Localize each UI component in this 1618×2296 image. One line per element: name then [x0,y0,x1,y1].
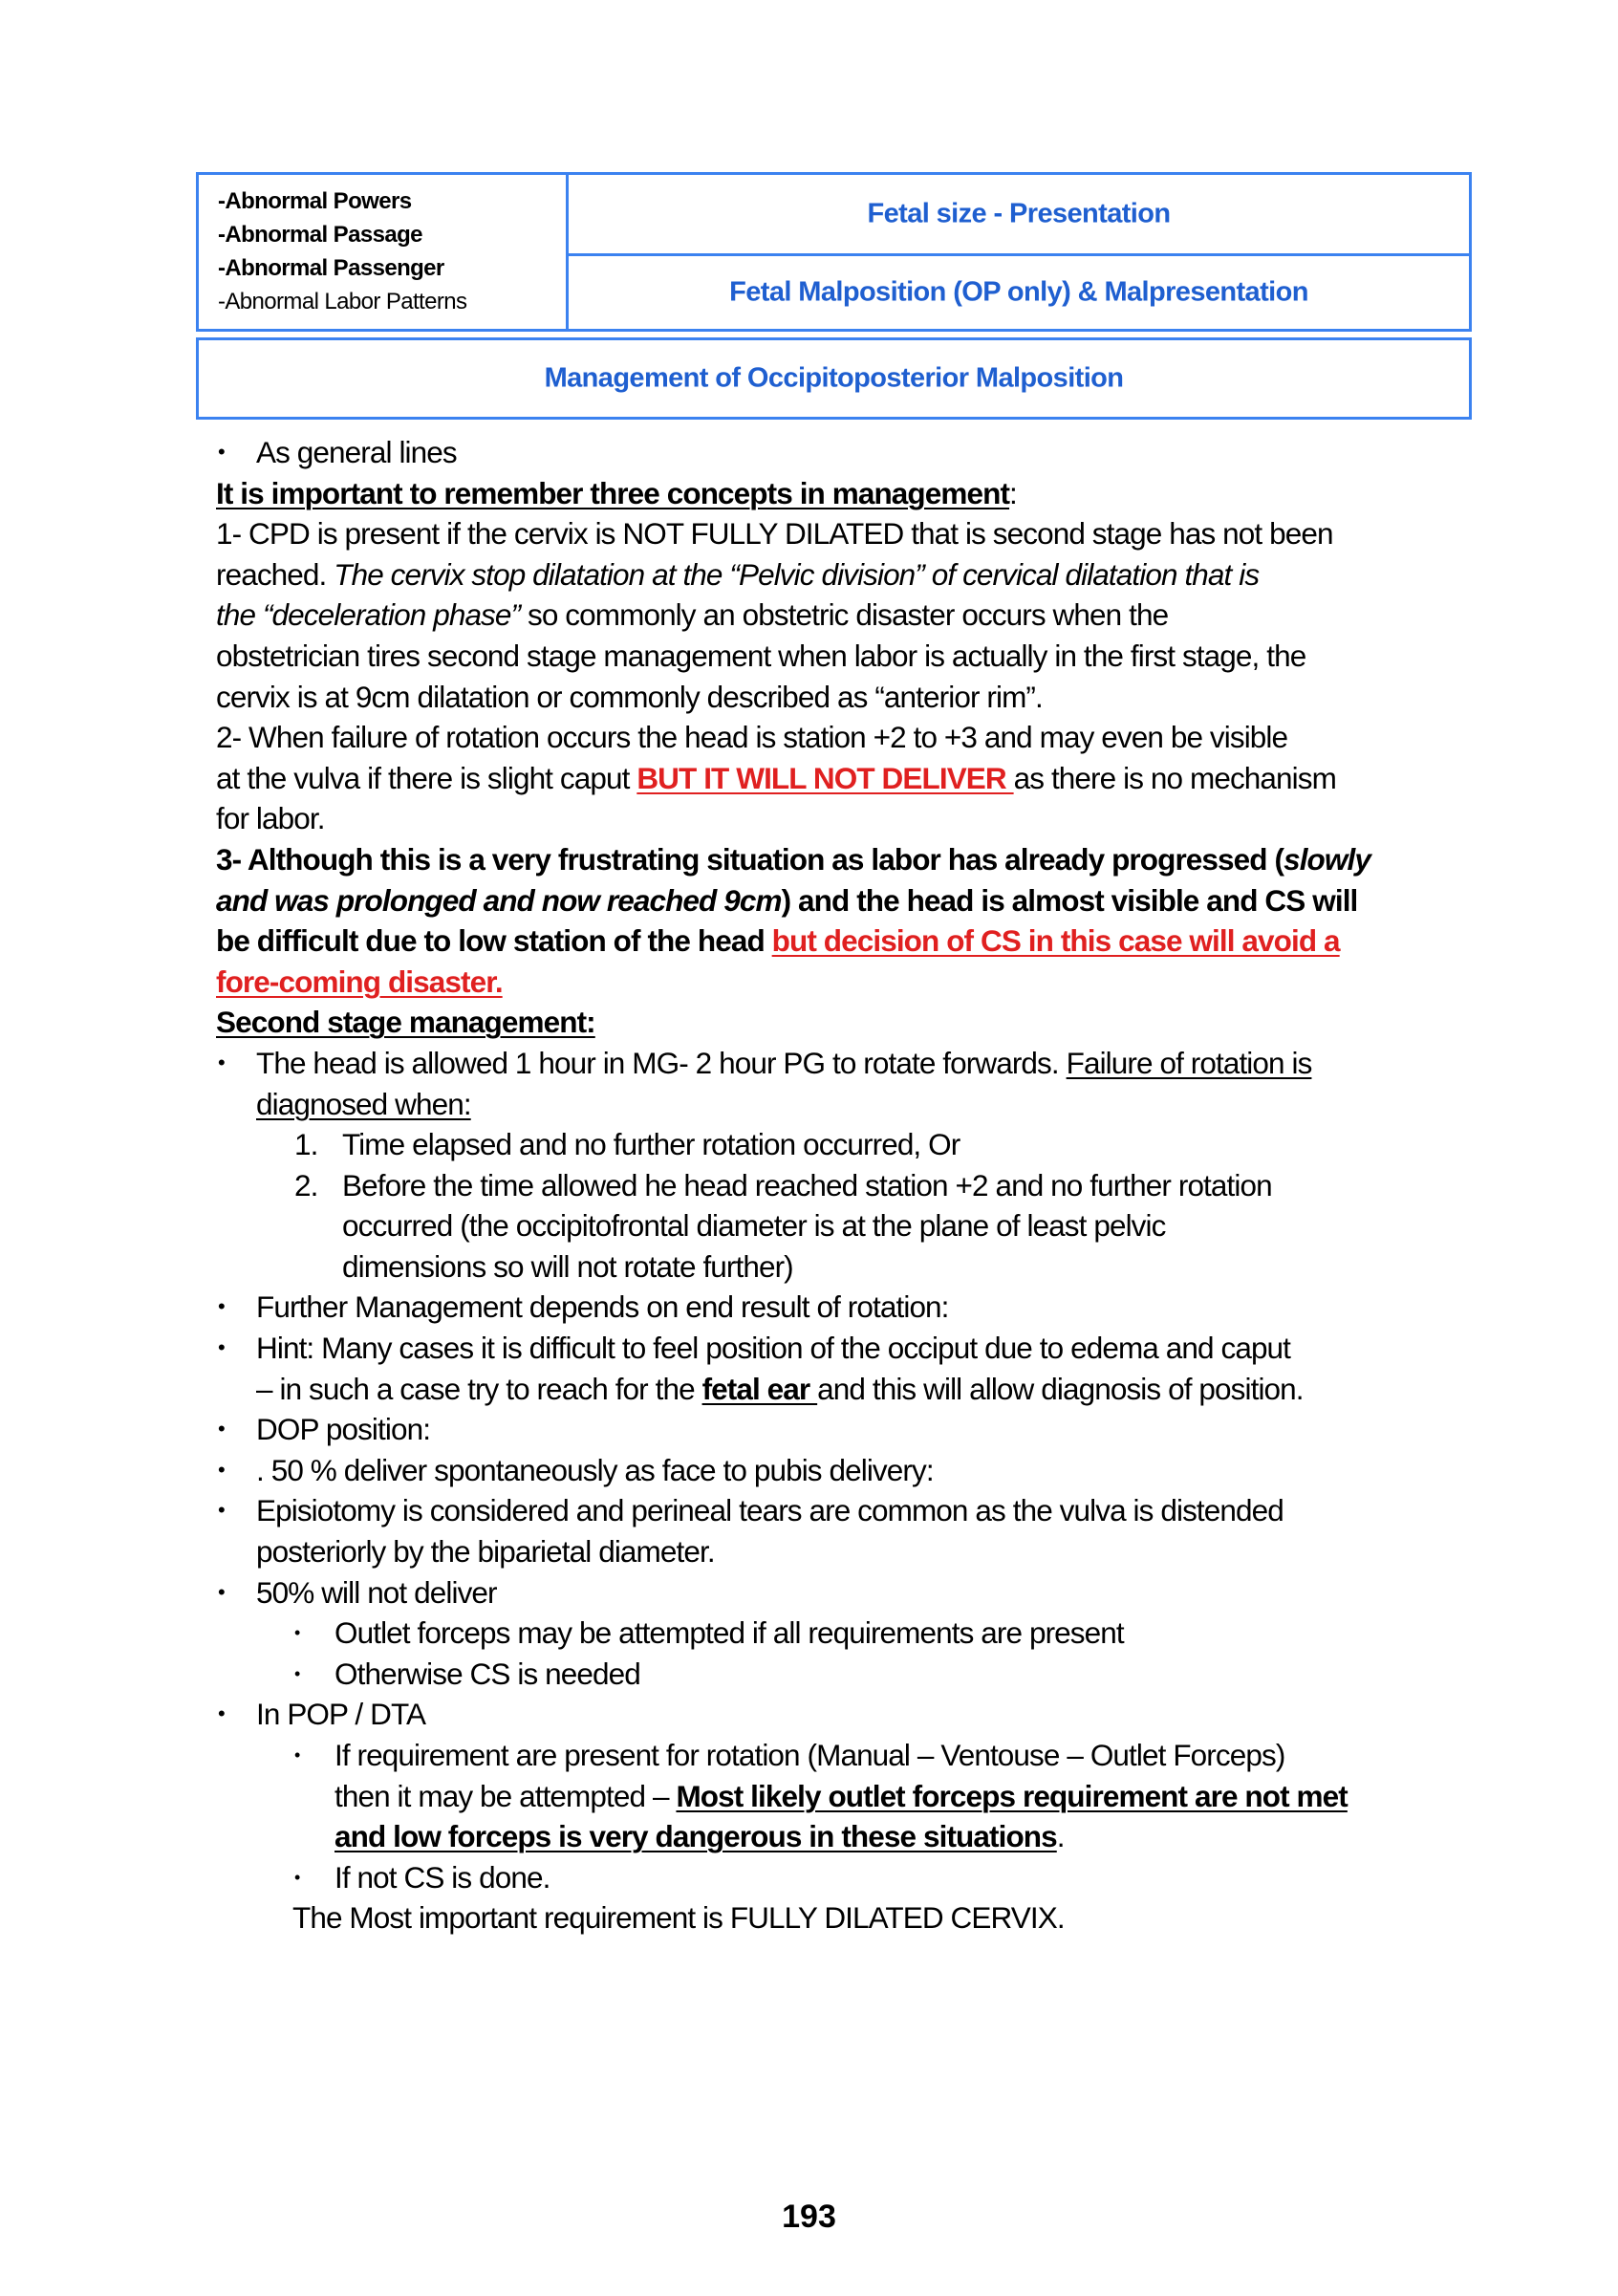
concept-2: 2- When failure of rotation occurs the head is station +2 to +3 and may even be visible at the vulva if there is slight caput BUT IT WILL NOT DELIVER as there is no mechanism for labor. [216,720,1336,836]
bullet-icon: • [218,1498,225,1523]
bullet-icon: • [218,1294,225,1319]
bullet-item: • . 50 % deliver spontaneously as face to pubis delivery: [216,1450,1478,1491]
bullet-item: • Hint: Many cases it is difficult to feel position of the occiput due to edema and caput [216,1328,1478,1369]
bullet-icon: • [294,1623,300,1643]
cause-item: -Abnormal Powers [218,188,412,214]
bullet-item: • Episiotomy is considered and perineal tears are common as the vulva is distended [216,1490,1478,1531]
sub-bullet-item: • Outlet forceps may be attempted if all requirements are present [216,1613,1478,1654]
page-number: 193 [782,2199,836,2235]
section-title: Management of Occipitoposterior Malposition [544,362,1124,394]
cause-item: -Abnormal Labor Patterns [218,289,467,314]
sub-bullet-item: • If requirement are present for rotation (Manual – Ventouse – Outlet Forceps) [216,1735,1478,1776]
causes-box [196,172,569,332]
concepts-heading: It is important to remember three concepts in management: [216,475,1017,510]
bullet-icon: • [218,440,225,464]
bullet-item: • Further Management depends on end result of rotation: [216,1287,1478,1328]
bullet-item: • DOP position: [216,1409,1478,1450]
cause-item: -Abnormal Passage [218,222,422,248]
section-title-box [196,337,1472,420]
bullet-item: • The head is allowed 1 hour in MG- 2 hour PG to rotate forwards. Failure of rotation is [216,1043,1478,1084]
concept-3: 3- Although this is a very frustrating situation as labor has already progressed (slowly and was prolonged and now reached 9cm) and the head is almost visible and CS will be difficult due to low station of the head but decision of CS in this case will avoid a fore-coming disaster. [216,839,1478,1002]
bullet-item: • 50% will not deliver [216,1572,1478,1614]
bullet-icon: • [218,1417,225,1441]
document-body: • As general lines It is important to remember three concepts in management: 1- CPD is present if the cervix is NOT FULLY DILATED that is second stage has not been reached. The cervix stop dilatation at the “Pelvic division” of cervical dilatation that is the “deceleration phase” so commonly an obstetric disaster occurs when the obstetrician tires second stage management when labor is actually in the first stage, the cervix is at 9cm dilatation or commonly described as “anterior rim”. 2- When failure of rotation occurs the head is station +2 to +3 and may even be visible at the vulva if there is slight caput BUT IT WILL NOT DELIVER as there is no mechanism for labor. 3- Although this is a very frustrating situation as labor has already progressed (slowly and was prolonged and now reached 9cm) and the head is almost visible and CS will be difficult due to low station of the head but decision of CS in this case will avoid a fore-coming disaster. Second stage management: • The head is allowed 1 hour in MG- 2 hour PG to rotate forwards. Failure of rotation is diagnosed when: 1. Time elapsed and no further rotation occurred, Or 2. Before the time allowed he head reached station +2 and no further rotation occurred (the occipitofrontal diameter is at the plane of least pelvic dimensions so will not rotate further) • Further Management depends on end result of rotation: • Hint: Many cases it is difficult to feel position of the occiput due to edema and caput – in such a case try to reach for the fetal ear and this will allow diagnosis of position. • DOP position: • . 50 % deliver spontaneously as face to pubis delivery: • Episiotomy is considered and perineal tears are common as the vulva is distended posteriorly by the biparietal diameter. • 50% will not deliver • Outlet forceps may be attempted if all requirements are present • Otherwise CS is needed • In POP / DTA • If requirement are present for rotation (Manual – Ventouse – Outlet Forceps) then it may be attempted – Most likely outlet forceps requirement are not met and low forceps is very dangerous in these situations. • If not CS is done. The Most important requirement is FULLY DILATED CERVIX. [216,432,1478,1939]
numbered-item: 2. Before the time allowed he head reached station +2 and no further rotation [294,1167,1272,1202]
topic-box-malposition [566,253,1472,332]
emphasis-red: BUT IT WILL NOT DELIVER [636,760,1014,795]
bullet-icon: • [218,1050,225,1074]
bullet-icon: • [218,1335,225,1360]
numbered-item: 1. Time elapsed and no further rotation occurred, Or [294,1127,960,1162]
bullet-icon: • [218,1579,225,1604]
topic-title: Fetal size - Presentation [867,198,1171,229]
concept-1: 1- CPD is present if the cervix is NOT FULLY DILATED that is second stage has not been reached. The cervix stop dilatation at the “Pelvic division” of cervical dilatation that is the “deceleration phase” so commonly an obstetric disaster occurs when the obstetrician tires second stage management when labor is actually in the first stage, the cervix is at 9cm dilatation or commonly described as “anterior rim”. [216,516,1333,714]
bullet-item: • As general lines [216,432,1478,473]
sub-bullet-item: • Otherwise CS is needed [216,1654,1478,1695]
topic-box-fetal-size [566,172,1472,256]
bullet-icon: • [294,1867,300,1887]
bullet-icon: • [294,1745,300,1765]
bullet-item: • In POP / DTA [216,1694,1478,1735]
emphasis-red: but decision of CS in this case will avoid a [771,923,1340,959]
second-stage-heading: Second stage management: [216,1005,595,1040]
bullet-icon: • [218,1457,225,1482]
cause-item: -Abnormal Passenger [218,255,444,281]
final-note: The Most important requirement is FULLY DILATED CERVIX. [292,1900,1065,1936]
emphasis-red: fore-coming disaster. [216,964,503,999]
bullet-icon: • [218,1701,225,1726]
topic-title: Fetal Malposition (OP only) & Malpresentation [729,276,1308,308]
bullet-icon: • [294,1663,300,1683]
sub-bullet-item: • If not CS is done. [216,1857,1478,1898]
